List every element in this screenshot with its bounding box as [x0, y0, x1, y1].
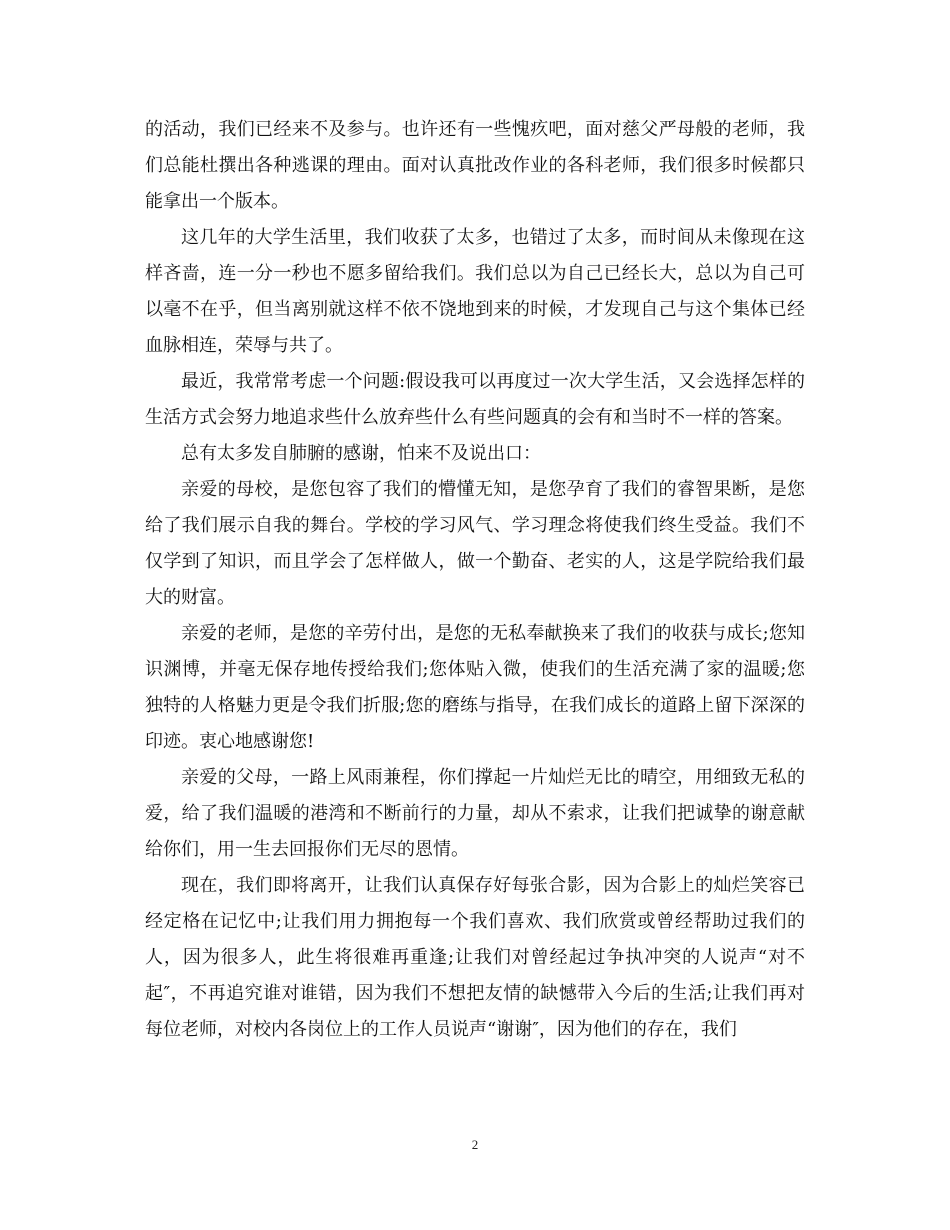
- paragraph-7: 亲爱的父母，一路上风雨兼程，你们撑起一片灿烂无比的晴空，用细致无私的爱，给了我们温暖的港湾和不断前行的力量，却从不索求，让我们把诚挚的谢意献给你们，用一生去回报你们无尽的恩情。: [145, 767, 805, 860]
- paragraph-1: 的活动，我们已经来不及参与。也许还有一些愧疚吧，面对慈父严母般的老师，我们总能杜撰出各种逃课的理由。面对认真批改作业的各科老师，我们很多时候都只能拿出一个版本。: [145, 119, 805, 212]
- paragraph-5: 亲爱的母校，是您包容了我们的懵懂无知，是您孕育了我们的睿智果断，是您给了我们展示自我的舞台。学校的学习风气、学习理念将使我们终生受益。我们不仅学到了知识，而且学会了怎样做人，做一个勤奋、老实的人，这是学院给我们最大的财富。: [145, 479, 805, 608]
- body-text: [145, 112, 805, 1048]
- page-number: 2: [471, 1137, 479, 1152]
- paragraph-3: 最近，我常常考虑一个问题:假设我可以再度过一次大学生活，又会选择怎样的生活方式会努力地追求些什么放弃些什么有些问题真的会有和当时不一样的答案。: [145, 371, 805, 428]
- paragraph-4: 总有太多发自肺腑的感谢，怕来不及说出口：: [181, 443, 541, 464]
- paragraph-8: 现在，我们即将离开，让我们认真保存好每张合影，因为合影上的灿烂笑容已经定格在记忆中;让我们用力拥抱每一个我们喜欢、我们欣赏或曾经帮助过我们的人，因为很多人，此生将很难再重逢;让我们对曾经起过争执冲突的人说声“对不起″，不再追究谁对谁错，因为我们不想把友情的缺憾带入今后的生活;让我们再对每位老师，对校内各岗位上的工作人员说声“谢谢″，因为他们的存在，我们: [145, 875, 805, 1040]
- paragraph-2: 这几年的大学生活里，我们收获了太多，也错过了太多，而时间从未像现在这样吝啬，连一分一秒也不愿多留给我们。我们总以为自己已经长大，总以为自己可以毫不在乎，但当离别就这样不依不饶地到来的时候，才发现自己与这个集体已经血脉相连，荣辱与共了。: [145, 227, 805, 356]
- paragraph-6: 亲爱的老师，是您的辛劳付出，是您的无私奉献换来了我们的收获与成长;您知识渊博，并毫无保存地传授给我们;您体贴入微，使我们的生活充满了家的温暖;您独特的人格魅力更是令我们折服;您的磨练与指导，在我们成长的道路上留下深深的印迹。衷心地感谢您!: [145, 623, 805, 752]
